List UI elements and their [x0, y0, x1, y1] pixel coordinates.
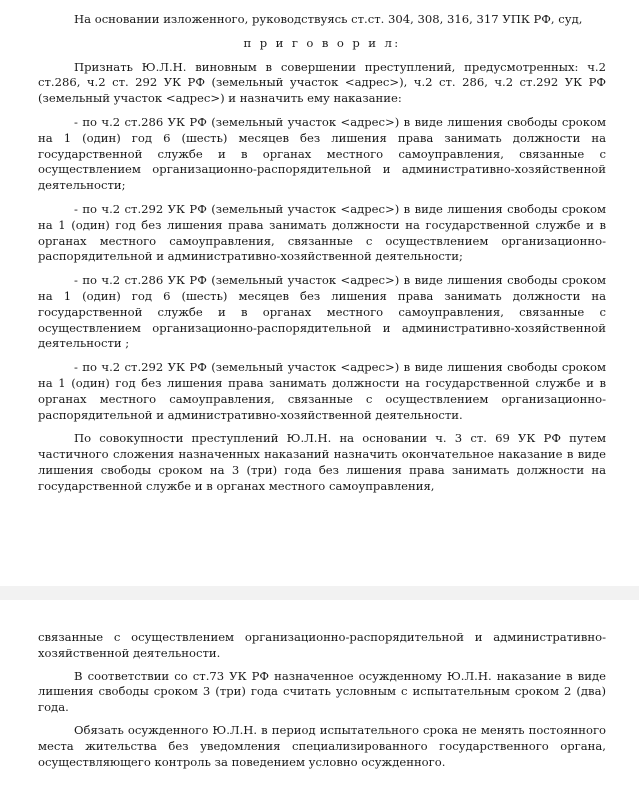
intro-paragraph: На основании изложенного, руководствуясь ст.ст. 304, 308, 316, 317 УПК РФ, суд, — [74, 12, 583, 26]
page-separator — [0, 586, 639, 600]
page-2-text — [38, 630, 606, 770]
sentence-item-2: - по ч.2 ст.292 УК РФ (земельный участок <адрес>) в виде лишения свободы сроком на 1 (один) год без лишения права занимать должности на государственной службе и в органах местного самоуправления, связанные с осуществлением организационно-распорядительной и административно-хозяйственной деятельности; — [38, 201, 606, 264]
continuation-paragraph: связанные с осуществлением организационно-распорядительной и административно-хозяйственной деятельности. — [38, 630, 606, 660]
sentence-item-1: - по ч.2 ст.286 УК РФ (земельный участок <адрес>) в виде лишения свободы сроком на 1 (один) год 6 (шесть) месяцев без лишения права занимать должности на государственной службе и в органах местного самоуправления, связанные с осуществлением организационно-распорядительной и административно-хозяйственной деятельности; — [38, 114, 606, 193]
conditional-sentence-paragraph: В соответствии со ст.73 УК РФ назначенное осужденному Ю.Л.Н. наказание в виде лишения свободы сроком 3 (три) года считать условным с испытательным сроком 2 (два) года. — [38, 668, 606, 715]
sentence-item-4: - по ч.2 ст.292 УК РФ (земельный участок <адрес>) в виде лишения свободы сроком на 1 (один) год без лишения права занимать должности на государственной службе и в органах местного самоуправления, связанные с осуществлением организационно-распорядительной и административно-хозяйственной деятельности. — [38, 360, 606, 422]
page-1-text — [38, 12, 606, 495]
sentence-item-3: - по ч.2 ст.286 УК РФ (земельный участок <адрес>) в виде лишения свободы сроком на 1 (один) год 6 (шесть) месяцев без лишения права занимать должности на государственной службе и в органах местного самоуправления, связанные с осуществлением организационно-распорядительной и административно-хозяйственной деятельности ; — [38, 273, 606, 351]
total-sentence-paragraph: По совокупности преступлений Ю.Л.Н. на основании ч. 3 ст. 69 УК РФ путем частичного сложения назначенных наказаний назначить окончательное наказание в виде лишения свободы сроком на 3 (три) года без лишения права занимать должности на государственной службе и в органах местного самоуправления, — [38, 431, 606, 493]
guilty-paragraph: Признать Ю.Л.Н. виновным в совершении преступлений, предусмотренных: ч.2 ст.286, ч.2 ст. 292 УК РФ (земельный участок <адрес>), ч.2 ст. 286, ч.2 ст.292 УК РФ (земельный участок <адрес>) и назначить ему наказание: — [38, 59, 606, 106]
verdict-heading: п р и г о в о р и л: — [243, 35, 401, 50]
document-page-2 — [0, 600, 639, 800]
obligations-paragraph: Обязать осужденного Ю.Л.Н. в период испытательного срока не менять постоянного места жительства без уведомления специализированного государственного органа, осуществляющего контроль за поведением условно осужденного. — [38, 722, 606, 769]
